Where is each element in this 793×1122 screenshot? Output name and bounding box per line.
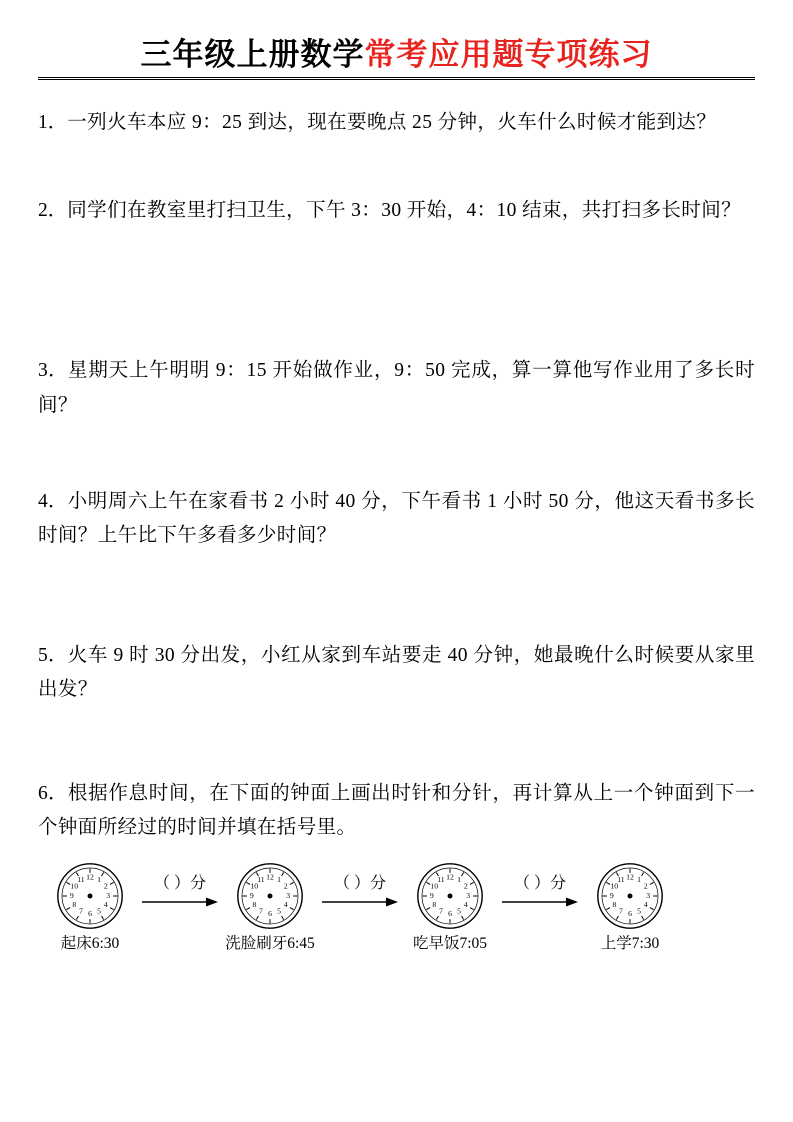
connector-3-blank: （ ）分 — [513, 875, 566, 893]
svg-text:7: 7 — [438, 906, 443, 916]
question-5-number: 5． — [38, 644, 68, 666]
svg-text:8: 8 — [72, 900, 77, 910]
svg-text:10: 10 — [250, 882, 259, 892]
svg-text:1: 1 — [97, 875, 102, 885]
question-5-text: 火车 9 时 30 分出发，小红从家到车站要走 40 分钟，她最晚什么时候要从家里出发？ — [38, 644, 755, 701]
clock-label-2: 洗脸刷牙6:45 — [225, 935, 315, 953]
clock-label-1: 起床6:30 — [60, 935, 120, 953]
question-2 — [38, 194, 755, 228]
svg-text:6: 6 — [88, 909, 92, 919]
svg-text:4: 4 — [643, 900, 648, 910]
clock-item-4 — [582, 861, 678, 954]
question-2-number: 2． — [38, 200, 68, 222]
clock-face-icon — [595, 861, 665, 931]
clock-label-4: 上学7:30 — [600, 935, 660, 953]
question-3-text: 星期天上午明明 9：15 开始做作业，9：50 完成，算一算他写作业用了多长时间？ — [38, 360, 755, 416]
connector-2-blank: （ ）分 — [333, 875, 386, 893]
svg-text:6: 6 — [448, 909, 452, 919]
svg-text:7: 7 — [618, 906, 623, 916]
arrow-right-icon — [320, 895, 400, 909]
clock-item-3 — [402, 861, 498, 954]
svg-text:9: 9 — [609, 891, 614, 901]
svg-text:4: 4 — [283, 900, 288, 910]
question-3-number: 3． — [38, 360, 69, 382]
svg-text:2: 2 — [643, 882, 648, 892]
svg-text:6: 6 — [268, 909, 272, 919]
answer-space-3 — [38, 423, 755, 485]
title-black-part: 三年级上册数学 — [140, 37, 365, 72]
svg-text:1: 1 — [277, 875, 282, 885]
question-6-text: 根据作息时间，在下面的钟面上画出时针和分针，再计算从上一个钟面到下一个钟面所经过的时间并填在括号里。 — [38, 783, 755, 839]
title-text — [38, 36, 755, 73]
svg-text:11: 11 — [617, 875, 625, 885]
clock-face-icon — [415, 861, 485, 931]
svg-text:8: 8 — [432, 900, 437, 910]
arrow-right-icon — [500, 895, 580, 909]
svg-text:10: 10 — [610, 882, 619, 892]
svg-text:9: 9 — [429, 891, 434, 901]
svg-text:3: 3 — [286, 891, 291, 901]
page-title — [38, 36, 755, 80]
question-1 — [38, 106, 755, 140]
svg-text:11: 11 — [437, 875, 445, 885]
svg-text:12: 12 — [626, 873, 634, 883]
question-5 — [38, 639, 755, 707]
svg-text:7: 7 — [258, 906, 263, 916]
question-3 — [38, 354, 755, 422]
question-2-text: 同学们在教室里打扫卫生，下午 3：30 开始，4：10 结束，共打扫多长时间？ — [67, 200, 741, 222]
connector-3 — [498, 875, 582, 909]
svg-text:12: 12 — [446, 873, 454, 883]
answer-space-2 — [38, 228, 755, 354]
connector-1 — [138, 875, 222, 909]
svg-text:1: 1 — [457, 875, 462, 885]
svg-text:5: 5 — [637, 906, 642, 916]
svg-text:2: 2 — [103, 882, 108, 892]
svg-text:4: 4 — [103, 900, 108, 910]
clock-item-2 — [222, 861, 318, 954]
svg-text:5: 5 — [277, 906, 282, 916]
answer-space-1 — [38, 140, 755, 194]
title-red-part: 常考应用题专项练习 — [364, 37, 653, 72]
svg-text:10: 10 — [430, 882, 439, 892]
clock-label-3: 吃早饭7:05 — [412, 935, 488, 953]
svg-text:11: 11 — [77, 875, 85, 885]
question-4-text: 小明周六上午在家看书 2 小时 40 分，下午看书 1 小时 50 分，他这天看书多长时间？上午比下午多看多少时间？ — [38, 490, 755, 546]
svg-text:8: 8 — [612, 900, 617, 910]
svg-text:6: 6 — [628, 909, 632, 919]
question-6-number: 6． — [38, 783, 68, 805]
clock-diagram-row — [38, 861, 755, 954]
svg-text:11: 11 — [257, 875, 265, 885]
answer-space-4 — [38, 553, 755, 639]
question-4 — [38, 485, 755, 553]
question-1-number: 1． — [38, 112, 68, 134]
svg-text:7: 7 — [78, 906, 83, 916]
arrow-right-icon — [140, 895, 220, 909]
question-1-text: 一列火车本应 9：25 到达，现在要晚点 25 分钟，火车什么时候才能到达？ — [67, 112, 717, 134]
page-bottom-space — [38, 954, 755, 994]
svg-text:1: 1 — [637, 875, 642, 885]
question-4-number: 4． — [38, 490, 68, 512]
svg-text:12: 12 — [86, 873, 94, 883]
clock-item-1 — [42, 861, 138, 954]
svg-text:9: 9 — [249, 891, 254, 901]
svg-text:12: 12 — [266, 873, 274, 883]
svg-text:3: 3 — [466, 891, 471, 901]
svg-text:3: 3 — [106, 891, 111, 901]
svg-text:10: 10 — [70, 882, 79, 892]
svg-text:5: 5 — [97, 906, 102, 916]
clock-face-icon — [55, 861, 125, 931]
answer-space-5 — [38, 707, 755, 777]
connector-1-blank: （ ）分 — [153, 875, 206, 893]
svg-text:8: 8 — [252, 900, 257, 910]
clock-face-icon — [235, 861, 305, 931]
svg-text:2: 2 — [283, 882, 288, 892]
svg-text:2: 2 — [463, 882, 468, 892]
svg-text:4: 4 — [463, 900, 468, 910]
connector-2 — [318, 875, 402, 909]
svg-text:3: 3 — [646, 891, 651, 901]
question-6 — [38, 777, 755, 845]
svg-text:9: 9 — [69, 891, 74, 901]
svg-text:5: 5 — [457, 906, 462, 916]
